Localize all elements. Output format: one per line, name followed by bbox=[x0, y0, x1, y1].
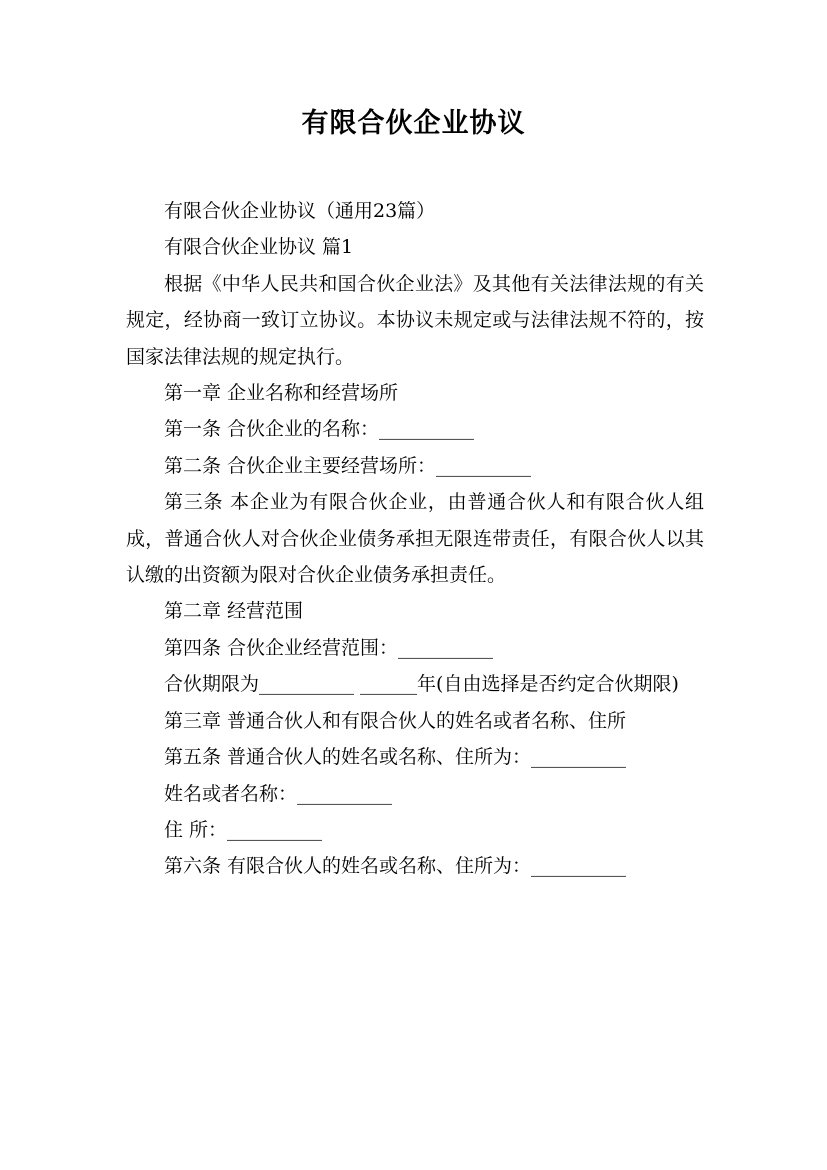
article-3: 第三条 本企业为有限合伙企业，由普通合伙人和有限合伙人组成，普通合伙人对合伙企业债务承担无限连带责任，有限合伙人以其认缴的出资额为限对合伙企业债务承担责任。 bbox=[126, 491, 704, 587]
chapter-1-heading: 第一章 企业名称和经营场所 bbox=[164, 382, 399, 405]
chapter-2-heading: 第二章 经营范围 bbox=[164, 600, 304, 623]
article-5: 第五条 普通合伙人的姓名或名称、住所为：__________ bbox=[164, 746, 627, 769]
document-title: 有限合伙企业协议 bbox=[301, 108, 526, 139]
article-6: 第六条 有限合伙人的姓名或名称、住所为：__________ bbox=[164, 855, 627, 878]
address-field-line: 住 所：__________ bbox=[164, 818, 323, 841]
partnership-term: 合伙期限为__________ ______年(自由选择是否约定合伙期限) bbox=[164, 673, 679, 696]
paragraph-section-heading: 有限合伙企业协议 篇1 bbox=[164, 236, 354, 259]
name-field-line: 姓名或者名称：__________ bbox=[164, 782, 393, 805]
chapter-3-heading: 第三章 普通合伙人和有限合伙人的姓名或者名称、住所 bbox=[164, 709, 627, 732]
paragraph-preamble: 根据《中华人民共和国合伙企业法》及其他有关法律法规的有关规定，经协商一致订立协议。本协议未规定或与法律法规不符的，按国家法律法规的规定执行。 bbox=[126, 272, 704, 368]
article-2: 第二条 合伙企业主要经营场所：__________ bbox=[164, 454, 532, 477]
document-body bbox=[126, 193, 704, 885]
paragraph-subtitle: 有限合伙企业协议（通用23篇） bbox=[164, 200, 436, 222]
article-1: 第一条 合伙企业的名称：__________ bbox=[164, 418, 475, 441]
article-4: 第四条 合伙企业经营范围：__________ bbox=[164, 636, 494, 659]
